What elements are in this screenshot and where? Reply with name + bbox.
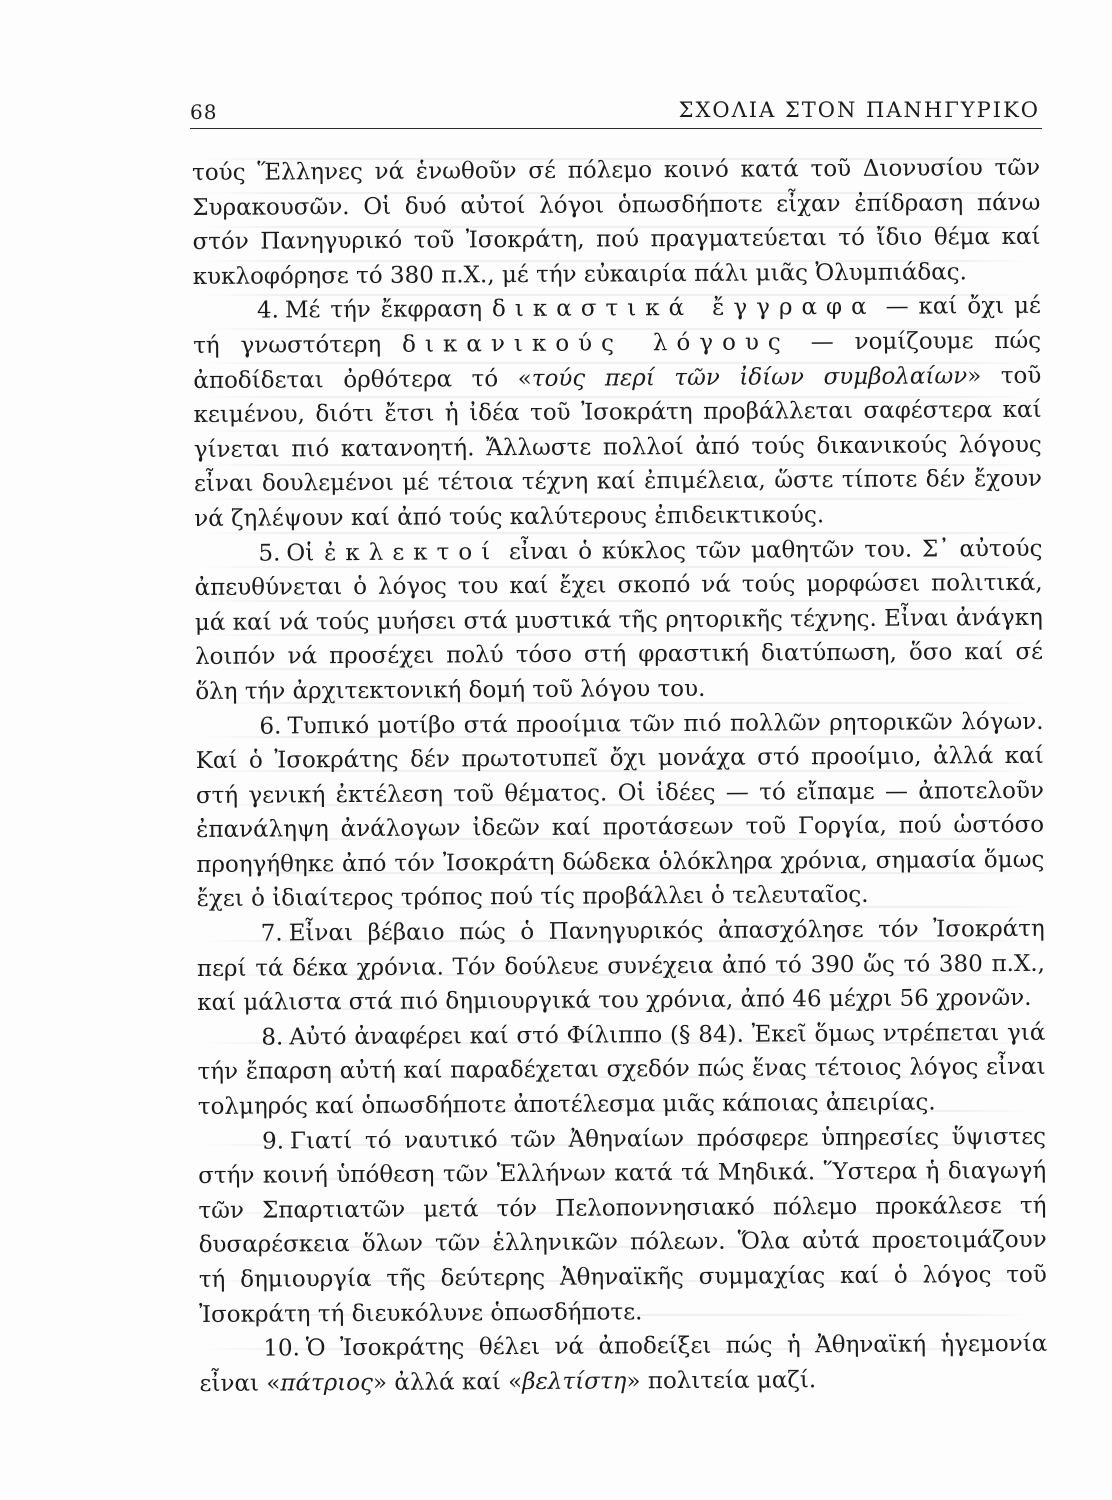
note-number: 5. [258,539,281,567]
commentary-body [192,151,1048,1402]
note-number: 8. [261,1024,284,1051]
note-8 [197,1016,1046,1125]
italic-quote: βελτίστη [522,1368,627,1395]
spaced-term: ἐκλεκτοί [323,538,500,566]
note-number: 9. [261,1128,285,1155]
note-text: Γιατί τό ναυτικό τῶν Ἀθηναίων πρόσφερε ὑπηρεσίες ὕψιστες στήν κοινή ὑπόθεση τῶν Ἑλλήνων κατά τά Μηδικά. Ὕστερα ἡ διαγωγή τῶν Σπαρτιατῶν μετά τόν Πελοποννησιακό πόλεμο προκάλεσε τή δυσαρέσκεια ὅλων τῶν ἑλληνικῶν πόλεων. Ὅλα αὐτά προετοιμάζουν τή δημιουργία τῆς δεύτερης Ἀθηναϊκῆς συμμαχίας καί ὁ λόγος τοῦ Ἰσοκράτη τή διευκόλυνε ὁπωσδήποτε. [198,1123,1047,1328]
note-number: 7. [260,920,283,947]
spaced-term: δικανικούς λόγους [402,329,790,358]
italic-quote: πάτριος [280,1369,374,1397]
note-text: » τοῦ κειμένου, διότι ἔτσι ἡ ἰδέα τοῦ Ἰσοκράτη προβάλλεται σαφέστερα καί γίνεται πιό κατανοητή. Ἄλλωστε πολλοί ἀπό τούς δικανικούς λόγους εἶναι δουλεμένοι μέ τέτοια τέχνη καί ἐπιμέλεια, ὥστε τίποτε δέν ἔχουν νά ζηλέψουν καί ἀπό τούς καλύτερους ἐπιδεικτικούς. [193,362,1043,532]
note-text: Εἶναι βέβαιο πώς ὁ Πανηγυρικός ἀπασχόλησε τόν Ἰσοκράτη περί τά δέκα χρόνια. Τόν δούλευε συνέχεια ἀπό τό 390 ὥς τό 380 π.Χ., καί μάλιστα στά πιό δημιουργικά του χρόνια, ἀπό 46 μέχρι 56 χρονῶν. [196,915,1046,1017]
note-6 [195,704,1044,917]
note-text: — καί ὄχι μέ τή γνωστότερη [193,293,1042,359]
note-4 [193,289,1042,536]
note-text: — νομίζουμε πώς ἀποδίδεται ὀρθότερα τό « [193,327,1042,394]
note-7 [197,912,1046,1021]
spaced-term: δικαστικά ἔγγραφα [491,294,876,323]
note-5 [194,531,1043,709]
note-text: » πολιτεία μαζί. [626,1366,817,1395]
note-text: Τυπικό μοτίβο στά προοίμια τῶν πιό πολλῶν ρητορικῶν λόγων. Καί ὁ Ἰσοκράτης δέν πρωτοτυπεῖ ὄχι μονάχα στό προοίμιο, ἀλλά καί στή γενική ἐκτέλεση τοῦ θέματος. Οἱ ἰδέες — τό εἴπαμε — ἀποτελοῦν ἐπανάληψη ἀνάλογων ἰδεῶν καί προτάσεων τοῦ Γοργία, πού ὡστόσο προηγήθηκε ἀπό τόν Ἰσοκράτη δώδεκα ὁλόκληρα χρόνια, σημασία ὅμως ἔχει ὁ ἰδιαίτερος τρόπος πού τίς προβάλλει ὁ τελευταῖος. [195,708,1045,913]
note-text: Αὐτό ἀναφέρει καί στό Φίλιππο (§ 84). Ἐκεῖ ὅμως ντρέπεται γιά τήν ἔπαρση αὐτή καί παραδέχεται σχεδόν πώς ἕνας τέτοιος λόγος εἶναι τολμηρός καί ὁπωσδήποτε ἀποτέλεσμα μιᾶς κάποιας ἀπειρίας. [197,1019,1046,1121]
note-text: εἶναι ὁ κύκλος τῶν μαθητῶν του. Σ᾽ αὐτούς ἀπευθύνεται ὁ λόγος του καί ἔχει σκοπό νά τούς μορφώσει πολιτικά, μά καί νά τούς μυήσει στά μυστικά τῆς ρητορικῆς τέχνης. Εἶναι ἀνάγκη λοιπόν νά προσέχει πολύ τόσο στή φραστική διατύπωση, ὅσο καί σέ ὅλη τήν ἀρχιτεκτονική δομή τοῦ λόγου του. [194,535,1044,705]
italic-quote: τούς περί τῶν ἰδίων συμβολαίων [531,362,968,392]
note-number: 4. [256,297,279,324]
page-number: 68 [190,100,218,124]
note-9 [198,1119,1047,1332]
paragraph-continuation: τούς Ἕλληνες νά ἑνωθοῦν σέ πόλεμο κοινό κατά τοῦ Διονυσίου τῶν Συρακουσῶν. Οἱ δυό αὐτοί λόγοι ὁπωσδήποτε εἶχαν ἐπίδραση πάνω στόν Πανηγυρικό τοῦ Ἰσοκράτη, πού πραγματεύεται τό ἴδιο θέμα καί κυκλοφόρησε τό 380 π.Χ., μέ τήν εὐκαιρία πάλι μιᾶς Ὀλυμπιάδας. [192,154,1041,290]
note-text: Μέ τήν ἔκφραση [284,296,483,324]
note-10 [199,1327,1047,1401]
note-text: » ἀλλά καί « [372,1368,523,1396]
note-number: 6. [259,712,282,740]
note-text: Οἱ [286,539,315,566]
running-title: ΣΧΟΛΙΑ ΣΤΟΝ ΠΑΝΗΓΥΡΙΚΟ [678,98,1040,122]
note-number: 10. [263,1335,300,1362]
page-header [190,94,1042,129]
note-text: Ὁ Ἰσοκράτης θέλει νά ἀποδείξει πώς ἡ Ἀθηναϊκή ἡγεμονία εἶναι « [199,1330,1048,1397]
